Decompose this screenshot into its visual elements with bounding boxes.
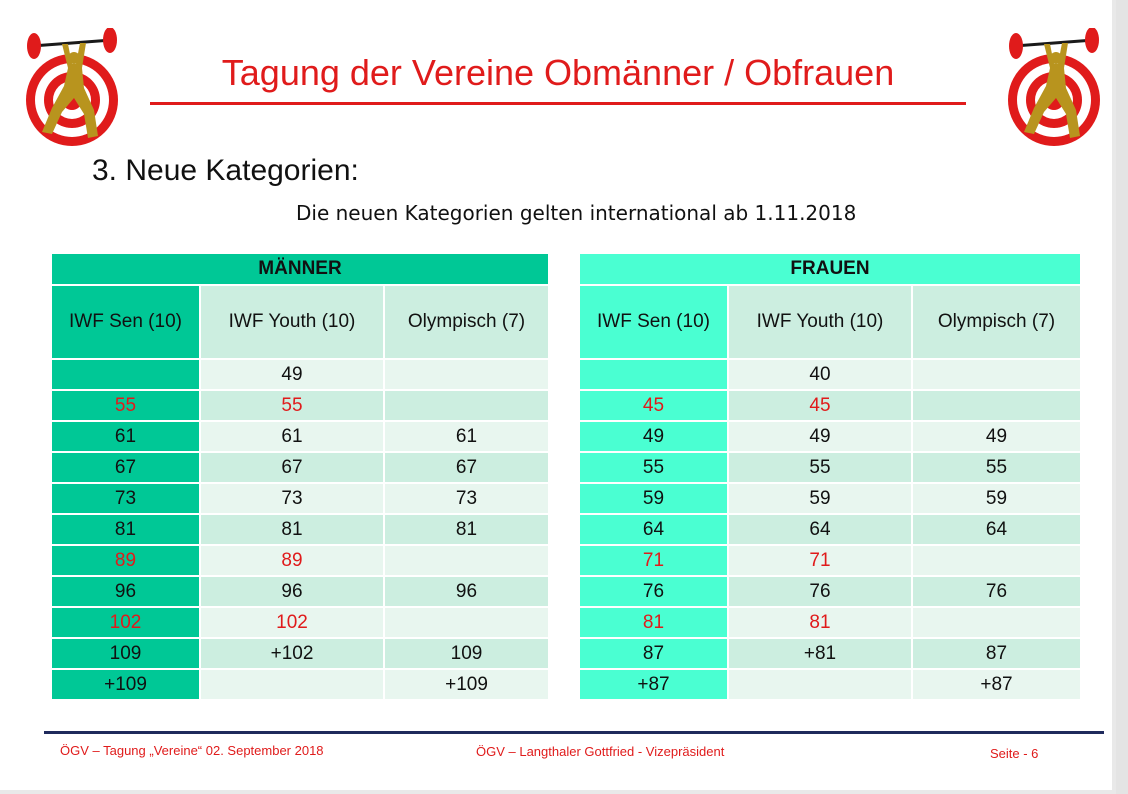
- table-row: [580, 607, 1080, 638]
- table-cell: 61: [200, 421, 384, 452]
- column-header-iwf-sen: IWF Sen (10): [580, 285, 728, 359]
- table-cell: 81: [580, 607, 728, 638]
- table-cell: 55: [200, 390, 384, 421]
- table-row: [52, 390, 548, 421]
- table-cell: 49: [728, 421, 912, 452]
- table-cell: 49: [912, 421, 1080, 452]
- table-cell: 61: [384, 421, 548, 452]
- table-cell: 89: [52, 545, 200, 576]
- table-cell: 81: [384, 514, 548, 545]
- table-cell: 81: [52, 514, 200, 545]
- table-cell: 96: [200, 576, 384, 607]
- weightlifter-target-logo-icon: [22, 28, 126, 150]
- column-header-iwf-sen: IWF Sen (10): [52, 285, 200, 359]
- table-cell: [384, 545, 548, 576]
- table-cell: 49: [580, 421, 728, 452]
- table-cell: [912, 390, 1080, 421]
- table-cell: 73: [52, 483, 200, 514]
- table-cell: 71: [580, 545, 728, 576]
- women-banner: FRAUEN: [580, 254, 1080, 285]
- table-cell: 64: [912, 514, 1080, 545]
- table-cell: 102: [52, 607, 200, 638]
- table-cell: [912, 545, 1080, 576]
- column-header-iwf-youth: IWF Youth (10): [200, 285, 384, 359]
- table-cell: +102: [200, 638, 384, 669]
- table-cell: [52, 359, 200, 390]
- footer-divider: [44, 731, 1104, 734]
- table-cell: 64: [728, 514, 912, 545]
- table-cell: 55: [912, 452, 1080, 483]
- table-cell: 59: [912, 483, 1080, 514]
- table-cell: 59: [580, 483, 728, 514]
- table-cell: 96: [384, 576, 548, 607]
- table-cell: 71: [728, 545, 912, 576]
- table-cell: [384, 359, 548, 390]
- table-cell: +109: [52, 669, 200, 700]
- table-row: [580, 514, 1080, 545]
- table-row: [580, 545, 1080, 576]
- table-cell: 87: [912, 638, 1080, 669]
- column-header-iwf-youth: IWF Youth (10): [728, 285, 912, 359]
- table-cell: 76: [912, 576, 1080, 607]
- table-cell: +87: [580, 669, 728, 700]
- table-row: [52, 545, 548, 576]
- footer-event: ÖGV – Tagung „Vereine“ 02. September 2018: [60, 743, 324, 758]
- column-header-olympisch: Olympisch (7): [384, 285, 548, 359]
- table-row: [52, 576, 548, 607]
- vertical-scrollbar[interactable]: [1116, 0, 1128, 794]
- table-row: [580, 576, 1080, 607]
- table-cell: [384, 390, 548, 421]
- table-row: [52, 359, 548, 390]
- table-cell: 55: [728, 452, 912, 483]
- table-cell: [912, 359, 1080, 390]
- table-cell: [728, 669, 912, 700]
- table-row: [580, 669, 1080, 700]
- table-cell: 76: [580, 576, 728, 607]
- table-row: [580, 638, 1080, 669]
- table-cell: [912, 607, 1080, 638]
- table-cell: 67: [52, 452, 200, 483]
- table-cell: [200, 669, 384, 700]
- slide-title: Tagung der Vereine Obmänner / Obfrauen: [150, 46, 966, 105]
- table-cell: 76: [728, 576, 912, 607]
- women-rows: [580, 359, 1080, 700]
- table-cell: 61: [52, 421, 200, 452]
- table-cell: 87: [580, 638, 728, 669]
- table-cell: 89: [200, 545, 384, 576]
- table-cell: 81: [728, 607, 912, 638]
- table-cell: 67: [200, 452, 384, 483]
- table-cell: 96: [52, 576, 200, 607]
- table-row: [580, 390, 1080, 421]
- table-row: [52, 421, 548, 452]
- men-categories-table: [52, 254, 548, 701]
- footer-page-number: Seite - 6: [990, 746, 1039, 761]
- table-row: [580, 421, 1080, 452]
- table-cell: 67: [384, 452, 548, 483]
- table-row: [580, 359, 1080, 390]
- table-row: [52, 669, 548, 700]
- footer-author: ÖGV – Langthaler Gottfried - Vizepräsident: [476, 744, 725, 759]
- men-banner: MÄNNER: [52, 254, 548, 285]
- table-cell: +109: [384, 669, 548, 700]
- table-cell: 55: [580, 452, 728, 483]
- table-cell: 49: [200, 359, 384, 390]
- table-row: [52, 452, 548, 483]
- table-row: [580, 483, 1080, 514]
- table-cell: [580, 359, 728, 390]
- table-cell: 109: [52, 638, 200, 669]
- weightlifter-target-logo-icon: [1002, 28, 1106, 150]
- section-heading: 3. Neue Kategorien:: [92, 154, 359, 187]
- table-cell: 55: [52, 390, 200, 421]
- column-header-olympisch: Olympisch (7): [912, 285, 1080, 359]
- women-categories-table: [580, 254, 1080, 701]
- table-cell: +87: [912, 669, 1080, 700]
- subtitle: Die neuen Kategorien gelten international ab 1.11.2018: [296, 201, 857, 225]
- table-cell: 45: [728, 390, 912, 421]
- table-cell: +81: [728, 638, 912, 669]
- table-row: [52, 607, 548, 638]
- table-cell: 73: [384, 483, 548, 514]
- table-cell: 73: [200, 483, 384, 514]
- table-cell: 109: [384, 638, 548, 669]
- table-row: [52, 483, 548, 514]
- table-row: [580, 452, 1080, 483]
- table-cell: 102: [200, 607, 384, 638]
- table-cell: 81: [200, 514, 384, 545]
- table-cell: 45: [580, 390, 728, 421]
- table-row: [52, 514, 548, 545]
- table-cell: [384, 607, 548, 638]
- table-cell: 40: [728, 359, 912, 390]
- table-cell: 64: [580, 514, 728, 545]
- men-rows: [52, 359, 548, 700]
- table-cell: 59: [728, 483, 912, 514]
- table-row: [52, 638, 548, 669]
